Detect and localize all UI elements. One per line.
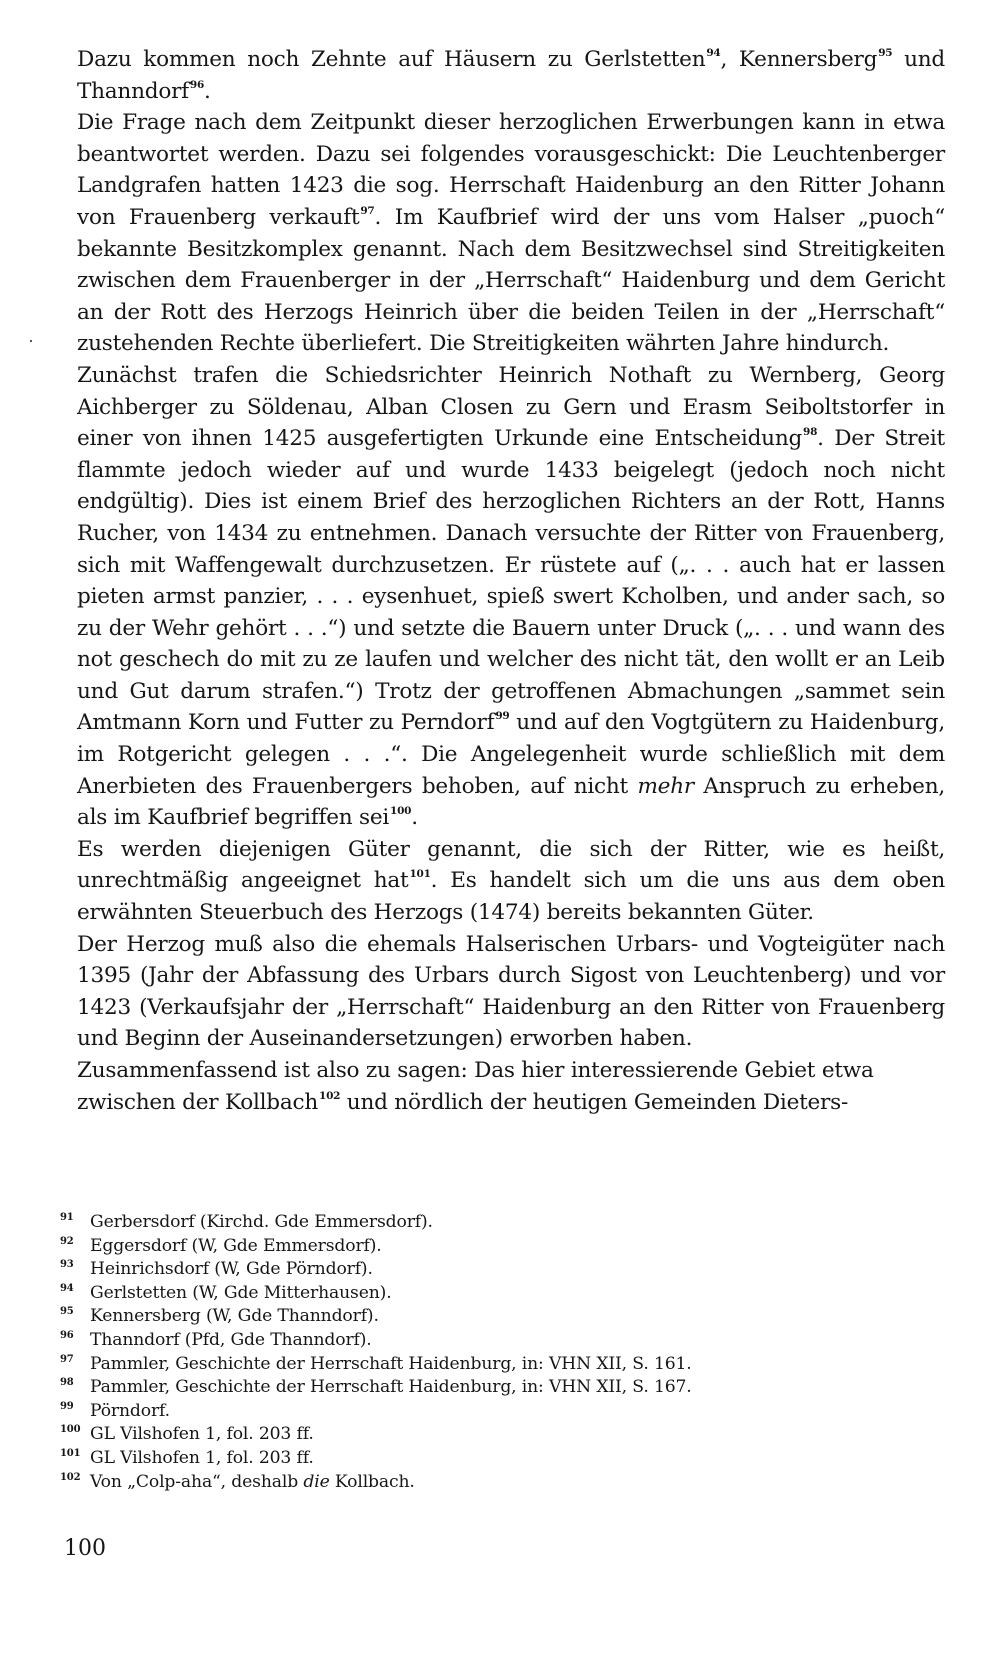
text-run: Thanndorf (Pfd, Gde Thanndorf). — [90, 1329, 372, 1350]
footnote-reference: 99 — [495, 710, 510, 723]
text-run: Pammler, Geschichte der Herrschaft Haidenburg, in: VHN XII, S. 161. — [90, 1353, 692, 1374]
paragraph — [77, 834, 945, 929]
text-run: , Kennersberg — [720, 47, 878, 72]
footnote: 99 Pörndorf. — [60, 1400, 170, 1421]
footnote: 101 GL Vilshofen 1, fol. 203 ff. — [60, 1447, 314, 1468]
text-run: Eggersdorf (W, Gde Emmersdorf). — [90, 1235, 382, 1256]
text-run: . — [411, 805, 418, 831]
footnote: 97 Pammler, Geschichte der Herrschaft Haidenburg, in: VHN XII, S. 161. — [60, 1353, 692, 1374]
text-run: . Im Kaufbrief wird der uns vom Halser „puoch“ bekannte Besitzkomplex genannt. Nach dem Besitzwechsel sind Streitigkeiten zwischen dem Frauenberger in der „Herrschaft“ Haidenburg und dem Gericht an der Rott des Herzogs Heinrich über die beiden Teilen in der „Herrschaft“ zustehenden Rechte überliefert. Die Streitigkeiten währten Jahre hindurch. — [77, 204, 945, 357]
text-run: und auf den Vogtgütern zu Haidenburg, im Rotgericht gelegen . . .“. Die Angelegenheit wurde schließlich mit dem Anerbieten des Frauenbergers behoben, auf nicht — [77, 710, 945, 799]
text-run: Gerbersdorf (Kirchd. Gde Emmersdorf). — [90, 1212, 433, 1232]
text-run: GL Vilshofen 1, fol. 203 ff. — [90, 1447, 314, 1468]
footnote-reference: 95 — [878, 47, 893, 59]
footnotes — [60, 1211, 920, 1494]
emphasized-text: die — [303, 1471, 330, 1492]
text-run: Pammler, Geschichte der Herrschaft Haidenburg, in: VHN XII, S. 167. — [90, 1377, 692, 1398]
paragraph — [77, 44, 945, 107]
text-run: Kennersberg (W, Gde Thanndorf). — [90, 1306, 379, 1327]
footnote-reference: 98 — [803, 426, 818, 439]
text-run: . Der Streit flammte jedoch wieder auf und wurde 1433 beigelegt (jedoch noch nicht endgültig). Dies ist einem Brief des herzoglichen Richters an der Rott, Hanns Rucher, von 1434 zu entnehmen. Danach versuchte der Ritter von Frauenberg, sich mit Waffengewalt durchzusetzen. Er rüstete auf („. . . auch hat er lassen pieten armst panzier, . . . eysenhuet, spieß swert Kcholben, und ander sach, so zu der Wehr gehört . . .“) und setzte die Bauern unter Druck („. . . und wann des not geschech do mit zu ze laufen und welcher des nicht tät, den wollt er an Leib und Gut darum strafen.“) Trotz der getroffenen Abmachungen „sammet sein Amtmann Korn und Futter zu Perndorf — [77, 426, 945, 736]
footnote-reference: 102 — [319, 1089, 341, 1102]
text-run: und Thanndorf — [77, 47, 945, 104]
paragraph — [77, 929, 945, 1055]
text-run: und nördlich der heutigen Gemeinden Dieters- — [340, 1089, 848, 1115]
body-text — [77, 44, 945, 1118]
text-run: Zunächst trafen die Schiedsrichter Heinrich Nothaft zu Wernberg, Georg Aichberger zu Söldenau, Alban Closen zu Gern und Erasm Seiboltstorfer in einer von ihnen 1425 ausgefertigten Urkunde eine Entscheidung — [77, 362, 945, 452]
footnote: 98 Pammler, Geschichte der Herrschaft Haidenburg, in: VHN XII, S. 167. — [60, 1377, 692, 1398]
footnote-reference: 100 — [390, 805, 412, 818]
text-run: Dazu kommen noch Zehnte auf Häusern zu Gerlstetten — [77, 47, 706, 72]
text-run: Gerlstetten (W, Gde Mitterhausen). — [90, 1282, 392, 1303]
footnote: 94 Gerlstetten (W, Gde Mitterhausen). — [60, 1282, 392, 1303]
footnote: 102 Von „Colp-aha“, deshalb die Kollbach. — [60, 1471, 415, 1492]
footnote: 92 Eggersdorf (W, Gde Emmersdorf). — [60, 1235, 382, 1256]
footnote: 93 Heinrichsdorf (W, Gde Pörndorf). — [60, 1259, 373, 1280]
scan-speck — [30, 340, 32, 342]
text-run: Pörndorf. — [90, 1400, 170, 1421]
text-run: Der Herzog muß also die ehemals Halserischen Urbars- und Vogteigüter nach 1395 (Jahr der Abfassung des Urbars durch Sigost von Leuchtenberg) und vor 1423 (Verkaufsjahr der „Herrschaft“ Haidenburg an den Ritter von Frauenberg und Beginn der Auseinandersetzungen) erworben haben. — [77, 931, 945, 1052]
paragraph — [77, 360, 945, 834]
text-run: . Es handelt sich um die uns aus dem oben erwähnten Steuerbuch des Herzogs (1474) bereits bekannten Güter. — [77, 868, 945, 926]
text-run: Es werden diejenigen Güter genannt, die sich der Ritter, wie es heißt, unrechtmäßig angeeignet hat — [77, 836, 945, 894]
footnote-reference: 101 — [409, 868, 431, 881]
text-run: GL Vilshofen 1, fol. 203 ff. — [90, 1424, 314, 1445]
paragraph — [77, 107, 945, 360]
text-run: Anspruch zu erheben, als im Kaufbrief begriffen sei — [77, 773, 945, 831]
footnote: 96 Thanndorf (Pfd, Gde Thanndorf). — [60, 1329, 372, 1350]
emphasized-text: mehr — [637, 773, 694, 799]
footnote: 100 GL Vilshofen 1, fol. 203 ff. — [60, 1424, 314, 1445]
text-run: Kollbach. — [329, 1471, 415, 1492]
text-run: . — [204, 78, 211, 104]
text-run: Heinrichsdorf (W, Gde Pörndorf). — [90, 1259, 373, 1280]
footnote-reference: 96 — [189, 78, 205, 91]
footnote-reference: 97 — [360, 204, 375, 217]
text-run: Die Frage nach dem Zeitpunkt dieser herzoglichen Erwerbungen kann in etwa beantwortet werden. Dazu sei folgendes vorausgeschickt: Die Leuchtenberger Landgrafen hatten 1423 die sog. Herrschaft Haidenburg an den Ritter Johann von Frauenberg verkauft — [77, 110, 945, 230]
footnote: 95 Kennersberg (W, Gde Thanndorf). — [60, 1306, 379, 1327]
text-run: Zusammenfassend ist also zu sagen: Das hier interessierende Gebiet etwa zwischen der Kollbach — [77, 1058, 874, 1115]
footnote: 91 Gerbersdorf (Kirchd. Gde Emmersdorf). — [60, 1212, 433, 1232]
page-number: 100 — [64, 1536, 106, 1561]
footnote-reference: 94 — [706, 47, 721, 59]
text-run: Von „Colp-aha“, deshalb — [90, 1471, 304, 1492]
paragraph — [77, 1055, 945, 1118]
